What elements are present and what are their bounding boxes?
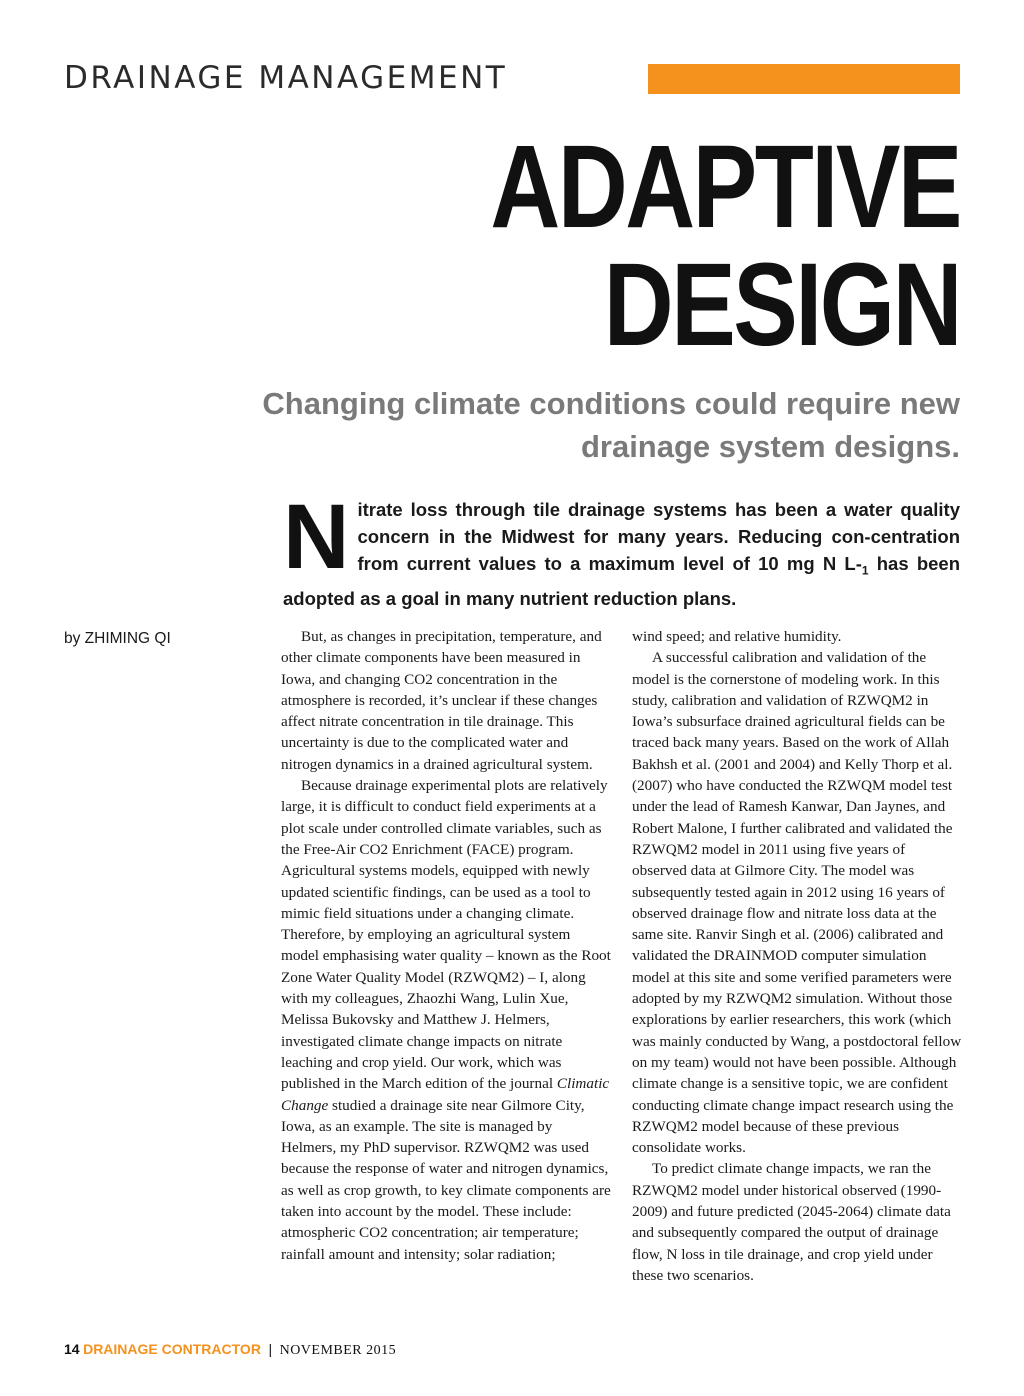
lede-text-a: itrate loss through tile drainage systems has been a water quality concern in the Midwest for many years. Reducing con-centration from current values to a maximum level of 10 mg N L- [357,499,960,574]
section-header [64,58,964,102]
article-subtitle [140,382,960,468]
subtitle-line-2: drainage system designs. [580,429,960,464]
body-paragraph: To predict climate change impacts, we ran the RZWQM2 model under historical observed (1990-2009) and future predicted (2045-2064) climate data and subsequently compared the output of drainage flow, N loss in tile drainage, and crop yield under these two scenarios. [632,1160,951,1284]
page-footer [64,1340,396,1360]
lede-text-b: has been adopted as a goal in many nutrient reduction plans. [283,553,961,609]
body-paragraph: But, as changes in precipitation, temperature, and other climate components have been measured in Iowa, and changing CO2 concentration in the atmosphere is recorded, it’s unclear if these changes affect nitrate concentration in tile drainage. This uncertainty is due to the complicated water and nitrogen dynamics in a drained agricultural system. [281,628,602,773]
journal-name: Climatic Change [281,1075,610,1114]
body-text: studied a drainage site near Gilmore City, Iowa, as an example. The site is managed by Helmers, my PhD supervisor. RZWQM2 was used because the response of water and nitrogen dynamics, as well as crop growth, to key climate components are taken into account by the model. These include: atmospheric CO2 concentration; air temperature; rainfall amount and intensity; solar radiation; [281,1096,611,1263]
title-line-1: ADAPTIVE [490,121,960,253]
body-text: Because drainage experimental plots are relatively large, it is difficult to conduct field experiments at a plot scale under controlled climate variables, such as the Free-Air CO2 Enrichment (FACE) program. Agricultural systems models, equipped with newly updated scientific findings, can be used as a tool to mimic field situations under a changing climate. Therefore, by employing an agricultural system model emphasising water quality – known as the Root Zone Water Quality Model (RZWQM2) – I, along with my colleagues, Zhaozhi Wang, Lulin Xue, Melissa Bukovsky and Matthew J. Helmers, investigated climate change impacts on nitrate leaching and crop yield. Our work, which was published in the March edition of the journal [281,777,611,1093]
section-accent-bar [648,64,960,94]
body-column-right [632,626,962,1286]
page-number: 14 [64,1341,80,1357]
body-column-left [281,626,611,1265]
body-paragraph: wind speed; and relative humidity. [632,628,842,645]
magazine-name: DRAINAGE CONTRACTOR [83,1341,261,1357]
lede-subscript: 1 [861,563,869,578]
body-paragraph [281,775,611,1265]
drop-cap: N [283,486,350,588]
body-paragraph: A successful calibration and validation of the model is the cornerstone of modeling work. In this study, calibration and validation of RZWQM2 in Iowa’s subsurface drained agricultural fields can be traced back many years. Based on the work of Allah Bakhsh et al. (2001 and 2004) and Kelly Thorp et al. (2007) who have conducted the RZWQM model test under the lead of Ramesh Kanwar, Dan Jaynes, and Robert Malone, I further calibrated and validated the RZWQM2 model in 2011 using five years of observed data at Gilmore City. The model was subsequently tested again in 2012 using 16 years of observed drainage flow and nitrate loss data at the same site. Ranvir Singh et al. (2006) calibrated and validated the DRAINMOD computer simulation model at this site and some verified parameters were adopted by my RZWQM2 simulation. Without those explorations by earlier researchers, this work (which was mainly conducted by Wang, a postdoctoral fellow on my team) would not have been possible. Although climate change is a sensitive topic, we are confident conducting climate change impact research using the RZWQM2 model because of these previous consolidate works. [632,649,962,1157]
lede-paragraph [283,486,961,612]
issue-date: NOVEMBER 2015 [279,1343,397,1358]
subtitle-line-1: Changing climate conditions could require new [262,386,960,421]
byline: by ZHIMING QI [64,630,171,647]
section-label: DRAINAGE MANAGEMENT [64,60,508,96]
footer-separator: | [268,1341,273,1357]
article-title [386,121,960,371]
title-line-2: DESIGN [603,239,960,371]
